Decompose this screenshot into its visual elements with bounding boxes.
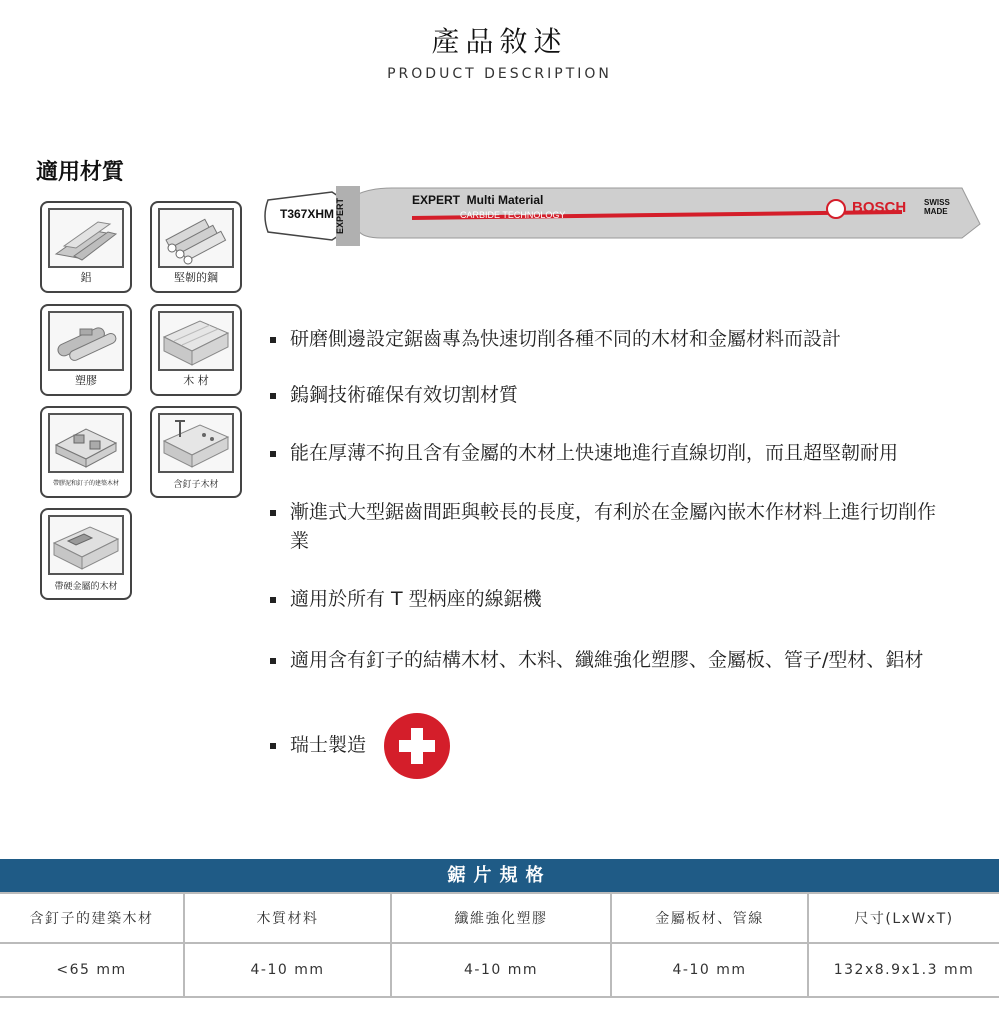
blade-line2: CARBIDE TECHNOLOGY: [460, 210, 566, 220]
specs-header-cell: 尺寸(LxWxT): [808, 893, 999, 943]
material-label: 含釘子木材: [173, 480, 219, 490]
specs-header-cell: 木質材料: [184, 893, 391, 943]
wood-board-icon: [158, 311, 234, 371]
page-header: [0, 20, 999, 82]
blade-illustration: [262, 186, 984, 246]
wood-with-metal-icon: [48, 515, 124, 575]
specs-value-cell: 132x8.9x1.3 mm: [808, 943, 999, 997]
bosch-logo-icon: [826, 199, 846, 219]
construction-wood-icon: [48, 413, 124, 473]
material-card-wood-nails: [150, 406, 242, 498]
swiss-cross-icon: [384, 713, 450, 779]
material-card-plastic: [40, 304, 132, 396]
material-label: 木 材: [183, 374, 209, 387]
blade-line1: EXPERT Multi Material: [412, 193, 544, 207]
material-label: 堅韌的鋼: [174, 271, 218, 284]
specs-value-cell: 4-10 mm: [184, 943, 391, 997]
feature-item: 鎢鋼技術確保有效切割材質: [270, 381, 980, 410]
feature-item: 瑞士製造: [270, 731, 980, 760]
blade-brand: BOSCH: [852, 199, 907, 216]
specs-header-cell: 含釘子的建築木材: [0, 893, 184, 943]
specs-title: 鋸片規格: [0, 859, 999, 892]
material-card-construction-wood: [40, 406, 132, 498]
material-card-steel: [150, 201, 242, 293]
blade-origin-1: SWISS: [924, 198, 950, 207]
feature-item: 能在厚薄不拘且含有金屬的木材上快速地進行直線切削，而且超堅韌耐用: [270, 439, 980, 468]
material-card-wood-metal: [40, 508, 132, 600]
feature-item: 適用含有釘子的結構木材、木料、纖維強化塑膠、金屬板、管子/型材、鋁材: [270, 646, 950, 675]
blade-vertical-mark: EXPERT: [335, 197, 346, 235]
specs-value-row: [0, 943, 999, 997]
specs-value-cell: <65 mm: [0, 943, 184, 997]
steel-pipe-icon: [158, 208, 234, 268]
material-card-wood: [150, 304, 242, 396]
specs-value-cell: 4-10 mm: [391, 943, 611, 997]
feature-item: 適用於所有 T 型柄座的線鋸機: [270, 585, 980, 614]
wood-with-nails-icon: [158, 413, 234, 473]
blade-code: T367XHM: [280, 207, 335, 221]
specs-header-row: [0, 893, 999, 943]
material-card-aluminum: [40, 201, 132, 293]
material-label: 帶膠泥和釘子的建築木材: [52, 480, 119, 487]
feature-item: 漸進式大型鋸齒間距與較長的長度，有利於在金屬內嵌木作材料上進行切削作業: [270, 498, 950, 556]
material-label: 塑膠: [75, 374, 97, 387]
page-subtitle: PRODUCT DESCRIPTION: [387, 66, 612, 82]
aluminum-profile-icon: [48, 208, 124, 268]
specs-table: [0, 892, 999, 998]
specs-value-cell: 4-10 mm: [611, 943, 808, 997]
page-title: 產品敘述: [431, 25, 568, 58]
material-label: 帶硬金屬的木材: [54, 582, 118, 592]
plastic-pipe-icon: [48, 311, 124, 371]
blade-origin-2: MADE: [924, 207, 948, 216]
specs-header-cell: 金屬板材、管線: [611, 893, 808, 943]
material-label: 鋁: [80, 271, 92, 284]
materials-title: 適用材質: [36, 160, 125, 185]
specs-header-cell: 纖維強化塑膠: [391, 893, 611, 943]
feature-item: 研磨側邊設定鋸齒專為快速切削各種不同的木材和金屬材料而設計: [270, 325, 980, 354]
